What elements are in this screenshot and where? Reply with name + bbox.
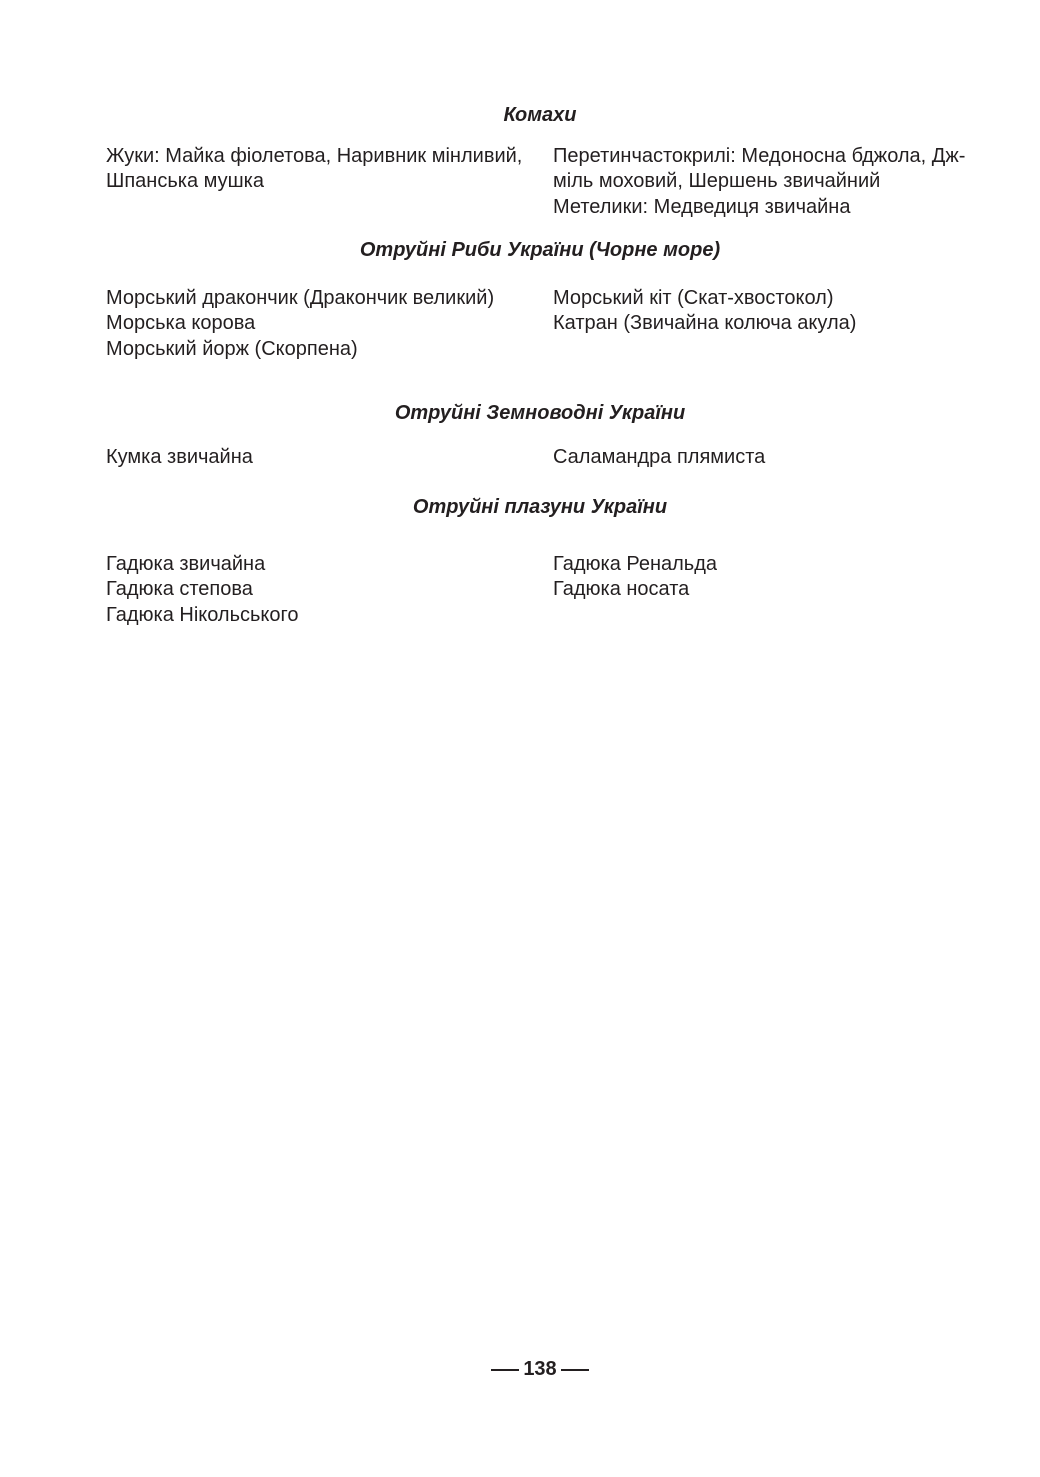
list-item: міль моховий, Шершень звичайний <box>553 170 881 193</box>
right-dash-divider <box>561 1369 589 1371</box>
list-item: Шпанська мушка <box>106 170 264 193</box>
list-item: Гадюка звичайна <box>106 553 266 575</box>
list-item: Гадюка носата <box>553 578 690 601</box>
page-number-footer <box>0 1357 1040 1381</box>
list-item: Морський йорж (Скорпена) <box>106 337 358 360</box>
insects-right-column <box>553 144 993 220</box>
list-item: Морська корова <box>106 312 256 335</box>
section-title-amphibians: Отруйні Земноводні України <box>394 402 686 424</box>
page-number: 138 <box>523 1358 557 1380</box>
list-item: Кумка звичайна <box>106 446 253 468</box>
list-item: Жуки: Майка фіолетова, Наривник мінливий, <box>106 145 523 167</box>
list-item: Саламандра плямиста <box>553 446 766 468</box>
fish-right-column <box>553 286 993 337</box>
list-item: Перетинчастокрилі: Медоносна бджола, Дж- <box>553 145 966 167</box>
list-item: Гадюка Ренальда <box>553 553 718 575</box>
list-item: Морський кіт (Скат-хвостокол) <box>553 287 834 309</box>
section-title-reptiles: Отруйні плазуни України <box>412 496 668 518</box>
left-dash-divider <box>491 1369 519 1371</box>
section-title-insects: Комахи <box>503 104 577 126</box>
list-item: Гадюка Нікольського <box>106 603 299 626</box>
list-item: Гадюка степова <box>106 578 253 601</box>
reptiles-right-column <box>553 552 993 603</box>
amphibians-right-column <box>553 445 993 470</box>
insects-left-column <box>106 144 536 195</box>
list-item: Катран (Звичайна колюча акула) <box>553 312 857 335</box>
amphibians-left-column <box>106 445 536 470</box>
section-title-fish: Отруйні Риби України (Чорне море) <box>359 239 721 261</box>
list-item: Метелики: Медведиця звичайна <box>553 195 851 218</box>
list-item: Морський дракончик (Дракончик великий) <box>106 287 495 309</box>
reptiles-left-column <box>106 552 536 628</box>
fish-left-column <box>106 286 536 362</box>
